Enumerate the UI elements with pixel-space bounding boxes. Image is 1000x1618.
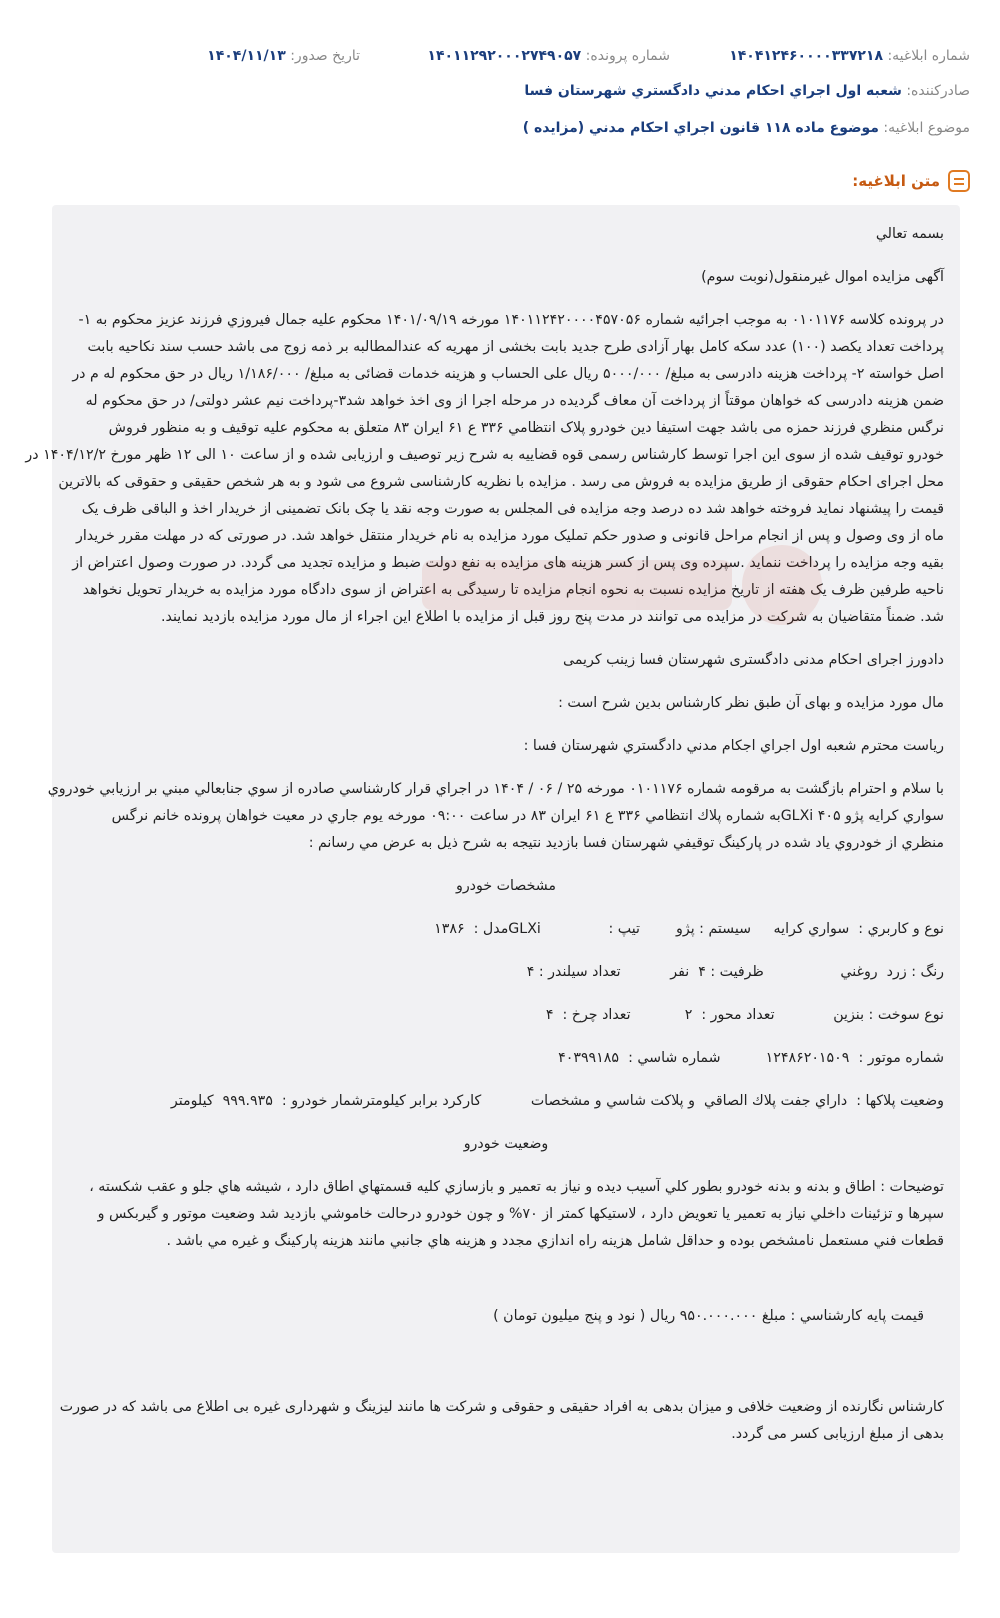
notice-header	[30, 48, 970, 72]
document-icon	[948, 170, 970, 192]
subject-line: موضوع ابلاغیه: موضوع ماده ۱۱۸ قانون اجراي احکام مدني (مزايده )	[522, 120, 970, 136]
base-price: قيمت پايه كارشناسي : مبلغ ۹۵۰.۰۰۰.۰۰۰ ريال ( نود و پنج ميليون تومان )	[493, 1308, 924, 1324]
text-line: با سلام و احترام بازگشت به مرقومه شماره ۰۱۰۱۱۷۶ مورخه ۲۵ / ۰۶ / ۱۴۰۴ در اجراي قرار کارشناسي صادره از سوي جنابعالي مبني بر ارزيابي خودروي	[47, 781, 944, 797]
notice-text-heading: متن ابلاغیه:	[852, 170, 970, 192]
text-line: سواري کرايه پژو ۴۰۵ GLXiبه شماره پلاك انتظامي ۳۳۶ ع ۶۱ ايران ۸۳ در ساعت ۰۹:۰۰ مورخه يوم جاري در معيت خواهان پرونده خانم نرگس	[111, 808, 944, 824]
text-line: ضمن هزینه دادرسی که خواهان موقتاً از پرداخت آن معاف گردیده در مرحله اجرا از وی اخذ خواهد شد۳-پرداخت نیم عشر دولتی/ در حق محکوم له	[85, 393, 944, 409]
spec-line: نوع سوخت : بنزين تعداد محور : ۲ تعداد چرخ : ۴	[545, 1007, 944, 1023]
paragraph-1	[25, 307, 944, 631]
spec-line: رنگ : زرد روغني ظرفيت : ۴ نفر تعداد سيلندر : ۴	[526, 964, 944, 980]
text-line: قیمت را پیشنهاد نماید فروخته خواهد شد ده درصد وجه مزایده فی المجلس به صورت وجه نقد یا چک بانک تضمینی از خریدار اخذ و الباقی ظرف یک	[81, 501, 944, 517]
vehicle-description	[68, 1174, 944, 1255]
text-line: پرداخت تعداد یکصد (۱۰۰) عدد سکه کامل بهار آزادی طرح جدید بابت بخشی از مهریه که عندالمطالبه بر ذمه زوج می باشد حسب سند نکاحیه بابت	[87, 339, 944, 355]
text-line: خودرو توقیف شده از سوی این اجرا توسط کارشناس رسمی قوه قضاییه به شرح زیر توصیف و ارزیابی شده و از ساعت ۱۰ الی ۱۲ ظهر مورخ ۱۴۰۴/۱۲/۲ در	[25, 447, 944, 463]
text-line: توضيحات : اطاق و بدنه و بدنه خودرو بطور كلي آسيب ديده و نياز به تعمير و بازسازي كليه قسمتهاي اطاق دارد ، شيشه هاي جلو و عقب شكسته ،	[89, 1179, 944, 1195]
spec-line: وضعيت پلاكها : داراي جفت پلاك الصاقي و پلاكت شاسي و مشخصات كاركرد برابر كيلومترشمار خودرو : ۹۹۹.۹۳۵ كيلومتر	[170, 1093, 944, 1109]
text-line: در پرونده کلاسه ۰۱۰۱۱۷۶ به موجب اجرائیه شماره ۱۴۰۱۱۲۴۲۰۰۰۰۴۵۷۰۵۶ مورخه ۱۴۰۱/۰۹/۱۹ محکوم علیه جمال فیروزي فرزند عزیز محکوم به ۱-	[78, 312, 944, 328]
condition-title: وضعيت خودرو	[463, 1136, 549, 1152]
text-line: نرگس منظري فرزند حمزه می باشد جهت استیفا دین خودرو پلاک انتظامي ۳۳۶ ع ۶۱ ایران ۸۳ متعلق به محکوم علیه توقیف و به منظور فروش	[108, 420, 944, 436]
text-line: اصل خواسته ۲- پرداخت هزینه دادرسی به مبلغ/ ۵۰۰۰/۰۰۰ ریال علی الحساب و هزینه خدمات قضائی به مبلغ/ ۱/۱۸۶/۰۰۰ ریال در حق محکوم له م در	[72, 366, 944, 382]
greeting: بسمه تعالي	[875, 226, 944, 242]
text-line: ماه از وی وصول و پس از انجام مراحل قانونی و صدور حکم تملیک مورد مزایده به نام خریدار منتقل خواهد شد. در صورتی که در مهلت مقرر خریدار	[75, 528, 944, 544]
case-number: شماره پرونده: ۱۴۰۱۱۲۹۲۰۰۰۲۷۴۹۰۵۷	[427, 48, 670, 64]
auction-title: آگهی مزایده اموال غیرمنقول(نوبت سوم)	[701, 269, 944, 285]
signature: دادورز اجرای احکام مدنی دادگستری شهرستان فسا زینب کریمی	[563, 652, 944, 668]
text-line: محل اجرای احکام حقوقی از طریق مزایده به فروش می رسد . مزایده با نظریه کارشناسی شروع می شود و به هر شخص حقیقی و حقوقی که بالاترین	[58, 474, 944, 490]
addressee: رياست محترم شعبه اول اجراي اجكام مدني دادگستري شهرستان فسا :	[523, 738, 944, 754]
paragraph-2	[47, 776, 944, 857]
text-line: ناحیه طرفین ظرف یک هفته از تاریخ مزایده نسبت به نحوه انجام مزایده تا رسیدگی به اعتراض از سوی دادگاه مورد مزایده به خریدار تحویل نخواهد	[82, 582, 944, 598]
disclaimer	[59, 1394, 944, 1448]
specs-title: مشخصات خودرو	[455, 878, 557, 894]
property-intro: مال مورد مزایده و بهای آن طبق نظر کارشناس بدین شرح است :	[558, 695, 944, 711]
text-line: کارشناس نگارنده از وضعیت خلافی و میزان بدهی به افراد حقیقی و حقوقی و شرکت ها مانند لیزینگ و شهرداری غیره بی اطلاع می باشد که در صورت	[59, 1399, 944, 1415]
text-line: منظري از خودروي ياد شده در پاركينگ توقيفي شهرستان فسا بازديد نتيجه به شرح ذيل به عرض مي رسانم :	[308, 835, 944, 851]
spec-line: نوع و کاربري : سواري کرايه سيستم : پژو تيپ : GLXiمدل : ۱۳۸۶	[434, 921, 944, 937]
vehicle-specs	[68, 916, 944, 1115]
issue-date: تاریخ صدور: ۱۴۰۴/۱۱/۱۳	[207, 48, 360, 64]
issuer-line: صادرکننده: شعبه اول اجراي احكام مدني دادگستري شهرستان فسا	[524, 83, 970, 99]
text-line: سپرها و تزئينات داخلي نياز به تعمير يا تعويض دارد ، لاستيكها كمتر از ۷۰% و چون خودرو درحالت خاموشي بازديد شد وضعيت موتور و گيربكس و	[97, 1206, 944, 1222]
text-line: بقیه وجه مزایده را پرداخت ننماید .سپرده وی پس از کسر هزینه های مزایده به نفع دولت ضبط و مزایده تجدید می گردد. در صورت وصول اعتراض از	[72, 555, 944, 571]
text-line: شد. ضمناً متقاضیان به شرکت در مزایده می توانند در مدت پنج روز قبل از مزایده با اطلاع این اجراء از مال مورد مزایده بازدید نمایند.	[161, 609, 944, 625]
notice-body	[25, 205, 960, 1553]
text-line: قطعات فني مستعمل نامشخص بوده و حداقل شامل هزينه راه اندازي مجدد و هزينه هاي جانبي مانند هزينه پاركينگ و غيره مي باشد .	[166, 1233, 944, 1249]
text-line: بدهی از مبلغ ارزیابی کسر می گردد.	[731, 1426, 944, 1442]
notice-number: شماره ابلاغیه: ۱۴۰۴۱۲۴۶۰۰۰۰۳۳۷۲۱۸	[729, 48, 970, 64]
spec-line: شماره موتور : ۱۲۴۸۶۲۰۱۵۰۹ شماره شاسي : ۴۰۳۹۹۱۸۵	[558, 1050, 944, 1066]
